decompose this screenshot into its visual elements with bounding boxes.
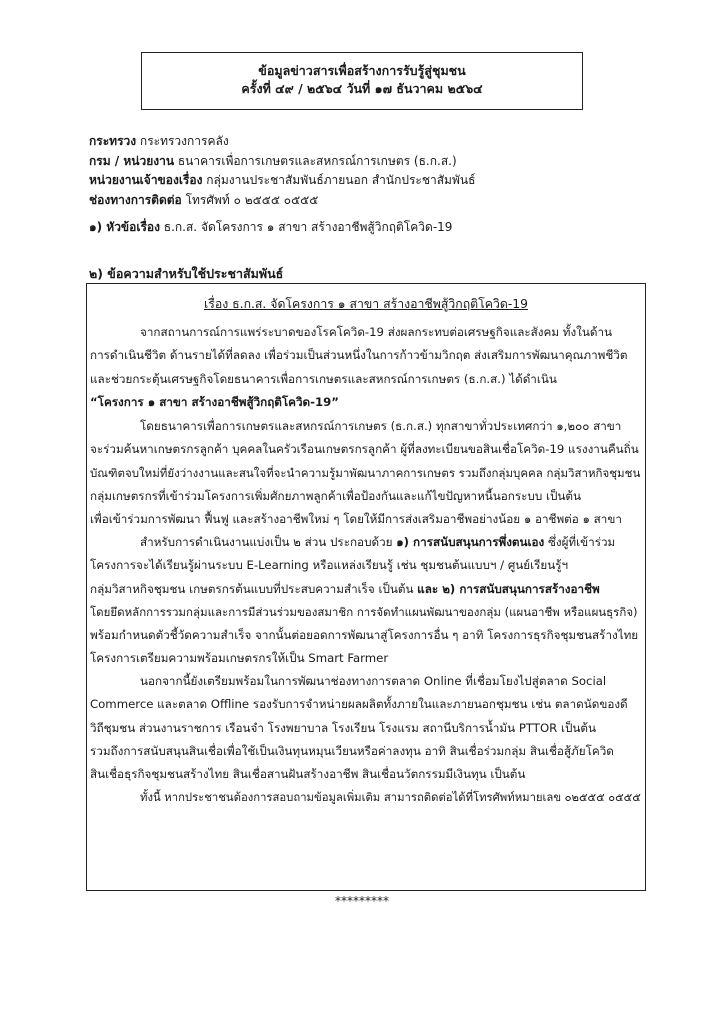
meta-contact-label: ช่องทางการติดต่อ	[89, 192, 182, 207]
meta-topic-value: ธ.ก.ส. จัดโครงการ ๑ สาขา สร้างอาชีพสู้วิกฤติโควิด-19	[159, 220, 453, 234]
meta-topic-label: ๑) หัวข้อเรื่อง	[89, 220, 160, 234]
p3-after-1: ซึ่งผู้ที่เข้าร่วม	[544, 535, 616, 549]
header-box	[141, 52, 583, 110]
paragraph-line: รวมถึงการสนับสนุนสินเชื่อเพื่อใช้เป็นเงินทุนหมุนเวียนหรือค่าลงทุน อาทิ สินเชื่อร่วมกลุ่ม สินเชื่อสู้ภัยโควิด	[90, 743, 614, 758]
paragraph-line: Commerce และตลาด Offline รองรับการจำหน่ายผลผลิตทั้งภายในและภายนอกชุมชน เช่น ตลาดนัดของดี	[90, 697, 628, 712]
paragraph-line	[90, 578, 642, 601]
meta-ministry	[89, 132, 649, 152]
p3-line3a: กลุ่มวิสาหกิจชุมชน เกษตรกรต้นแบบที่ประสบความสำเร็จ เป็นต้น	[90, 581, 418, 596]
p3-bold-2: และ ๒) การสนับสนุนการสร้างอาชีพ	[417, 581, 600, 596]
meta-dept-label: กรม / หน่วยงาน	[89, 153, 175, 168]
paragraph-line: เพื่อเข้าร่วมการพัฒนา ฟื้นฟู และสร้างอาชีพใหม่ ๆ โดยให้มีการส่งเสริมอาชีพอย่างน้อย ๑ อาชีพต่อ ๑ สาขา	[90, 512, 622, 527]
header-line-1: ข้อมูลข่าวสารเพื่อสร้างการรับรู้สู่ชุมชน	[258, 63, 466, 78]
paragraph-line: โดยยึดหลักการรวมกลุ่มและการมีส่วนร่วมของสมาชิก การจัดทำแผนพัฒนาของกลุ่ม (แผนอาชีพ หรือแผนธุรกิจ)	[90, 604, 638, 619]
meta-block	[89, 132, 649, 238]
paragraph-line: และช่วยกระตุ้นเศรษฐกิจโดยธนาคารเพื่อการเกษตรและสหกรณ์การเกษตร (ธ.ก.ส.) ได้ดำเนิน	[90, 371, 557, 386]
paragraph-line: โครงการจะได้เรียนรู้ผ่านระบบ E-Learning หรือแหล่งเรียนรู้ เช่น ชุมชนต้นแบบฯ / ศูนย์เรียนรู้ฯ	[90, 558, 569, 573]
paragraph-line: ทั้งนี้ หากประชาชนต้องการสอบถามข้อมูลเพิ่มเติม สามารถติดต่อได้ที่โทรศัพท์หมายเลข ๐๒๕๕๕ ๐๕๕๕	[140, 791, 641, 804]
header-line-2: ครั้งที่ ๔๙ / ๒๕๖๔ วันที่ ๑๗ ธันวาคม ๒๕๖๔	[241, 81, 483, 96]
paragraph-line: การดำเนินชีวิต ด้านรายได้ที่ลดลง เพื่อร่วมเป็นส่วนหนึ่งในการก้าวข้ามวิกฤต ส่งเสริมการพัฒนาคุณภาพชีวิต	[90, 348, 628, 363]
paragraph-line: จากสถานการณ์การแพร่ระบาดของโรคโควิด-19 ส่งผลกระทบต่อเศรษฐกิจและสังคม ทั้งในด้าน	[140, 325, 612, 339]
meta-ministry-value: กระทรวงการคลัง	[136, 134, 229, 148]
meta-contact	[89, 191, 649, 211]
paragraph-line: สินเชื่อธุรกิจชุมชนสร้างไทย สินเชื่อสานฝันสร้างอาชีพ สินเชื่อนวัตกรรมมีเงินทุน เป็นต้น	[90, 767, 526, 782]
p3-start: สำหรับการดำเนินงานแบ่งเป็น ๒ ส่วน ประกอบด้วย	[140, 535, 397, 549]
paragraph-1	[90, 321, 642, 414]
pr-title-text: เรื่อง ธ.ก.ส. จัดโครงการ ๑ สาขา สร้างอาชีพสู้วิกฤติโควิด-19	[204, 297, 528, 311]
paragraph-line: โครงการเตรียมความพร้อมเกษตรกรให้เป็น Smart Farmer	[90, 651, 389, 666]
meta-dept-value: ธนาคารเพื่อการเกษตรและสหกรณ์การเกษตร (ธ.ก.ส.)	[174, 153, 457, 168]
meta-ministry-label: กระทรวง	[89, 134, 137, 148]
paragraph-line: กลุ่มเกษตรกรที่เข้าร่วมโครงการเพิ่มศักยภาพลูกค้าเพื่อป้องกันและแก้ไขปัญหาหนี้นอกระบบ เป็นต้น	[90, 488, 581, 503]
paragraph-4	[90, 670, 642, 786]
meta-owner	[89, 171, 649, 191]
pr-message-box	[86, 283, 646, 891]
paragraph-3	[90, 531, 642, 671]
meta-contact-value: โทรศัพท์ ๐ ๒๕๕๕ ๐๕๕๕	[181, 192, 319, 207]
meta-owner-value: กลุ่มงานประชาสัมพันธ์ภายนอก สำนักประชาสัมพันธ์	[202, 173, 476, 187]
p3-bold-1: ๑) การสนับสนุนการพึ่งตนเอง	[396, 535, 545, 549]
paragraph-line	[90, 531, 642, 554]
paragraph-2	[90, 415, 642, 531]
paragraph-line: นอกจากนี้ยังเตรียมพร้อมในการพัฒนาช่องทางการตลาด Online ที่เชื่อมโยงไปสู่ตลาด Social	[140, 674, 607, 688]
paragraph-line: โดยธนาคารเพื่อการเกษตรและสหกรณ์การเกษตร (ธ.ก.ส.) ทุกสาขาทั่วประเทศกว่า ๑,๒๐๐ สาขา	[140, 419, 622, 433]
paragraph-line: บัณฑิตจบใหม่ที่ยังว่างงานและสนใจที่จะนำความรู้มาพัฒนาภาคการเกษตร รวมถึงกลุ่มบุคคล กลุ่มวิสาหกิจชุมชน	[90, 465, 641, 480]
paragraph-line: จะร่วมค้นหาเกษตรกรลูกค้า บุคคลในครัวเรือนเกษตรกรลูกค้า ผู้ที่ลงทะเบียนขอสินเชื่อโควิด-19 แรงงานคืนถิ่น	[90, 442, 639, 457]
paragraph-line: วิถีชุมชน ส่วนงานราชการ เรือนจำ โรงพยาบาล โรงเรียน โรงแรม สถานีบริการน้ำมัน PTTOR เป็นต้น	[90, 720, 596, 735]
paragraph-line: พร้อมกำหนดตัวชี้วัดความสำเร็จ จากนั้นต่อยอดการพัฒนาสู่โครงการอื่น ๆ อาทิ โครงการธุรกิจชุมชนสร้างไทย	[90, 628, 639, 643]
meta-owner-label: หน่วยงานเจ้าของเรื่อง	[89, 173, 203, 187]
pr-title	[87, 295, 645, 314]
paragraph-5	[90, 786, 642, 809]
section2-heading: ๒) ข้อความสำหรับใช้ประชาสัมพันธ์	[89, 266, 284, 281]
meta-dept	[89, 152, 649, 172]
meta-topic	[89, 218, 649, 238]
project-name: “โครงการ ๑ สาขา สร้างอาชีพสู้วิกฤติโควิด-19”	[90, 394, 339, 409]
footer-stars: *********	[335, 894, 389, 908]
